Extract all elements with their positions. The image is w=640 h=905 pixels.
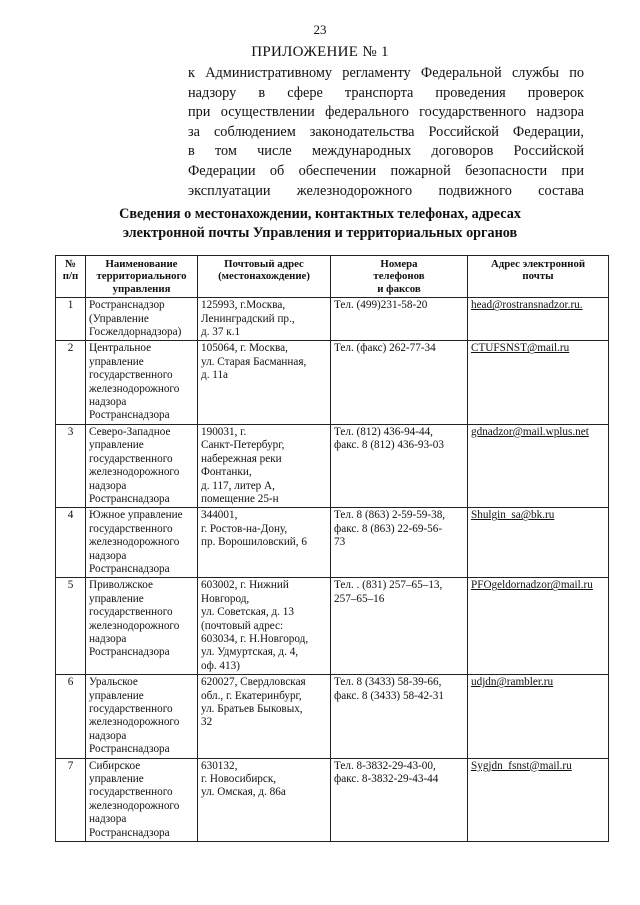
office-address: [198, 758, 331, 841]
office-name-line: Ространснадзора: [89, 826, 170, 839]
row-number: 5: [56, 578, 86, 675]
office-email-cell: [468, 341, 609, 424]
office-address-line: 630132,: [201, 759, 238, 772]
office-name-line: управление: [89, 689, 144, 702]
office-phones-line: 73: [334, 536, 346, 549]
office-name-line: государственного: [89, 522, 173, 535]
office-name-line: управление: [89, 773, 144, 786]
header-line: территориального: [96, 270, 187, 283]
office-address-line: ул. Старая Басманная,: [201, 355, 307, 368]
office-phones-line: Тел. (499)231-58-20: [334, 299, 428, 312]
header-line: (местонахождение): [218, 270, 310, 283]
office-email-cell: [468, 758, 609, 841]
header-line: Почтовый адрес: [224, 258, 304, 270]
office-phones-line: Тел. (факс) 262-77-34: [334, 342, 436, 355]
table-header-row: [56, 256, 609, 298]
office-name-line: (Управление: [89, 312, 149, 325]
office-phones: [331, 424, 468, 507]
office-address: [198, 578, 331, 675]
office-name-line: Госжелдорнадзора): [89, 326, 182, 339]
office-email-link[interactable]: PFOgeldornadzor@mail.ru: [471, 579, 593, 592]
appendix-line: надзору в сфере транспорта проведения проверок: [188, 84, 584, 101]
office-name: [86, 424, 198, 507]
office-name-line: государственного: [89, 452, 173, 465]
office-name-line: Центральное: [89, 342, 152, 355]
office-address-line: (почтовый адрес:: [201, 619, 284, 632]
row-number: 6: [56, 675, 86, 758]
office-phones: [331, 298, 468, 341]
office-address-line: г. Ростов-на-Дону,: [201, 522, 288, 535]
office-email-cell: [468, 508, 609, 578]
appendix-line: при осуществлении федерального государственного надзора: [188, 104, 584, 121]
office-name-line: Северо-Западное: [89, 425, 171, 438]
office-address: [198, 675, 331, 758]
table-body: [56, 298, 609, 842]
page-number: 23: [313, 22, 327, 37]
office-name: [86, 298, 198, 341]
office-name-line: Ространснадзора: [89, 409, 170, 422]
office-name-line: надзора: [89, 729, 127, 742]
office-address-line: д. 117, литер А,: [201, 479, 275, 492]
row-number: 3: [56, 424, 86, 507]
office-address-line: ул. Удмуртская, д. 4,: [201, 646, 299, 659]
office-address-line: помещение 25-н: [201, 492, 279, 505]
office-address-line: 344001,: [201, 509, 238, 522]
office-name-line: Приволжское: [89, 579, 153, 592]
office-name-line: железнодорожного: [89, 716, 180, 729]
office-name-line: Ространснадзора: [89, 646, 170, 659]
table-row: [56, 341, 609, 424]
office-address-line: д. 11а: [201, 369, 229, 382]
office-email-cell: [468, 298, 609, 341]
appendix-title: ПРИЛОЖЕНИЕ № 1: [251, 44, 389, 60]
offices-table: [55, 255, 609, 842]
header-name: [86, 256, 198, 298]
office-email-cell: [468, 578, 609, 675]
office-address: [198, 298, 331, 341]
office-email-cell: [468, 675, 609, 758]
office-phones-line: факс. 8-3832-29-43-44: [334, 773, 439, 786]
header-line: телефонов: [373, 270, 425, 283]
heading-line: Сведения о местонахождении, контактных телефонах, адресах: [119, 206, 521, 222]
office-name-line: государственного: [89, 369, 173, 382]
office-address-line: 603034, г. Н.Новгород,: [201, 632, 309, 645]
office-address-line: Санкт-Петербург,: [201, 439, 285, 452]
office-name-line: Ространснадзор: [89, 299, 165, 312]
header-address: [198, 256, 331, 298]
office-name-line: Сибирское: [89, 759, 141, 772]
office-address-line: Ленинградский пр.,: [201, 312, 295, 325]
office-address: [198, 508, 331, 578]
header-line: управления: [112, 282, 171, 295]
appendix-line: к Административному регламенту Федеральной службы по: [188, 65, 584, 81]
office-phones-line: факс. 8 (3433) 58-42-31: [334, 689, 444, 702]
office-name: [86, 675, 198, 758]
office-email-link[interactable]: gdnadzor@mail.wplus.net: [471, 425, 589, 438]
office-address-line: 190031, г.: [201, 425, 247, 438]
header-line: Номера: [380, 258, 418, 270]
office-address-line: 125993, г.Москва,: [201, 299, 286, 312]
office-name-line: надзора: [89, 479, 127, 492]
office-address-line: обл., г. Екатеринбург,: [201, 689, 302, 702]
office-address-line: 32: [201, 716, 213, 729]
office-address-line: ул. Омская, д. 86а: [201, 786, 286, 799]
office-name-line: государственного: [89, 786, 173, 799]
office-name: [86, 341, 198, 424]
office-address-line: Фонтанки,: [201, 466, 252, 479]
office-name-line: Ространснадзора: [89, 743, 170, 756]
appendix-line: в том числе международных договоров Российской: [188, 143, 584, 160]
office-name-line: управление: [89, 439, 144, 452]
office-email-cell: [468, 424, 609, 507]
office-address: [198, 341, 331, 424]
office-name-line: железнодорожного: [89, 799, 180, 812]
office-phones: [331, 341, 468, 424]
office-name-line: надзора: [89, 396, 127, 409]
office-phones-line: Тел. . (831) 257–65–13,: [334, 579, 443, 592]
office-address-line: д. 37 к.1: [201, 326, 241, 339]
office-name-line: государственного: [89, 703, 173, 715]
office-name-line: Ространснадзора: [89, 562, 170, 575]
table-row: [56, 578, 609, 675]
office-name-line: надзора: [89, 632, 127, 645]
office-phones-line: факс. 8 (863) 22-69-56-: [334, 522, 443, 535]
office-address-line: 105064, г. Москва,: [201, 342, 288, 355]
office-email-link[interactable]: head@rostransnadzor.ru.: [471, 299, 583, 312]
office-name-line: железнодорожного: [89, 382, 180, 395]
office-name-line: Уральское: [89, 676, 138, 689]
table-row: [56, 758, 609, 841]
office-address-line: ул. Братьев Быковых,: [201, 703, 303, 715]
header-line: почты: [522, 270, 554, 283]
office-address-line: 620027, Свердловская: [201, 676, 306, 689]
office-phones-line: 257–65–16: [334, 592, 385, 605]
office-name: [86, 758, 198, 841]
table-row: [56, 298, 609, 341]
office-name-line: надзора: [89, 549, 127, 562]
header-number: [56, 256, 86, 298]
office-name-line: государственного: [89, 606, 173, 619]
office-name: [86, 508, 198, 578]
header-email: [468, 256, 609, 298]
header-line: №: [65, 258, 76, 270]
office-address-line: 603002, г. Нижний: [201, 579, 289, 592]
office-email-link[interactable]: udjdn@rambler.ru: [471, 676, 554, 689]
heading-line: электронной почты Управления и территориальных органов: [122, 225, 518, 241]
office-phones-line: Тел. 8-3832-29-43-00,: [334, 759, 436, 772]
table-row: [56, 424, 609, 507]
row-number: 7: [56, 758, 86, 841]
office-phones: [331, 578, 468, 675]
office-phones: [331, 508, 468, 578]
office-phones: [331, 675, 468, 758]
header-line: и факсов: [377, 282, 421, 295]
office-name-line: надзора: [89, 813, 127, 826]
table-row: [56, 675, 609, 758]
appendix-subtitle: [188, 64, 584, 201]
appendix-line: за соблюдением законодательства Российской Федерации,: [188, 123, 584, 140]
office-address: [198, 424, 331, 507]
office-address-line: оф. 413): [201, 659, 240, 672]
office-email-link[interactable]: Sygjdn_fsnst@mail.ru: [471, 759, 572, 772]
appendix-line: Федерации об обеспечении пожарной безопасности при: [188, 162, 584, 179]
office-name-line: управление: [89, 592, 144, 605]
office-address-line: пр. Ворошиловский, 6: [201, 536, 307, 549]
office-name-line: управление: [89, 355, 144, 368]
office-address-line: набережная реки: [201, 452, 282, 465]
header-line: Наименование: [105, 258, 178, 270]
office-name-line: железнодорожного: [89, 619, 180, 632]
row-number: 1: [56, 298, 86, 341]
section-heading: [0, 205, 640, 243]
office-phones: [331, 758, 468, 841]
office-phones-line: факс. 8 (812) 436-93-03: [334, 439, 444, 452]
office-address-line: Новгород,: [201, 592, 250, 605]
header-phones: [331, 256, 468, 298]
office-name-line: Ространснадзора: [89, 492, 170, 505]
row-number: 4: [56, 508, 86, 578]
table-row: [56, 508, 609, 578]
header-line: Адрес электронной: [490, 258, 586, 270]
office-address-line: ул. Советская, д. 13: [201, 606, 294, 619]
office-email-link[interactable]: Shulgin_sa@bk.ru: [471, 509, 555, 522]
office-phones-line: Тел. 8 (3433) 58-39-66,: [334, 676, 442, 689]
office-name-line: железнодорожного: [89, 536, 180, 549]
office-email-link[interactable]: CTUFSNST@mail.ru: [471, 342, 570, 355]
header-line: п/п: [62, 270, 79, 283]
appendix-line: эксплуатации железнодорожного подвижного состава: [188, 182, 584, 199]
row-number: 2: [56, 341, 86, 424]
office-address-line: г. Новосибирск,: [201, 773, 277, 786]
office-name-line: Южное управление: [89, 509, 183, 522]
office-name-line: железнодорожного: [89, 466, 180, 479]
office-name: [86, 578, 198, 675]
office-phones-line: Тел. (812) 436-94-44,: [334, 425, 433, 438]
office-phones-line: Тел. 8 (863) 2-59-59-38,: [334, 509, 446, 522]
